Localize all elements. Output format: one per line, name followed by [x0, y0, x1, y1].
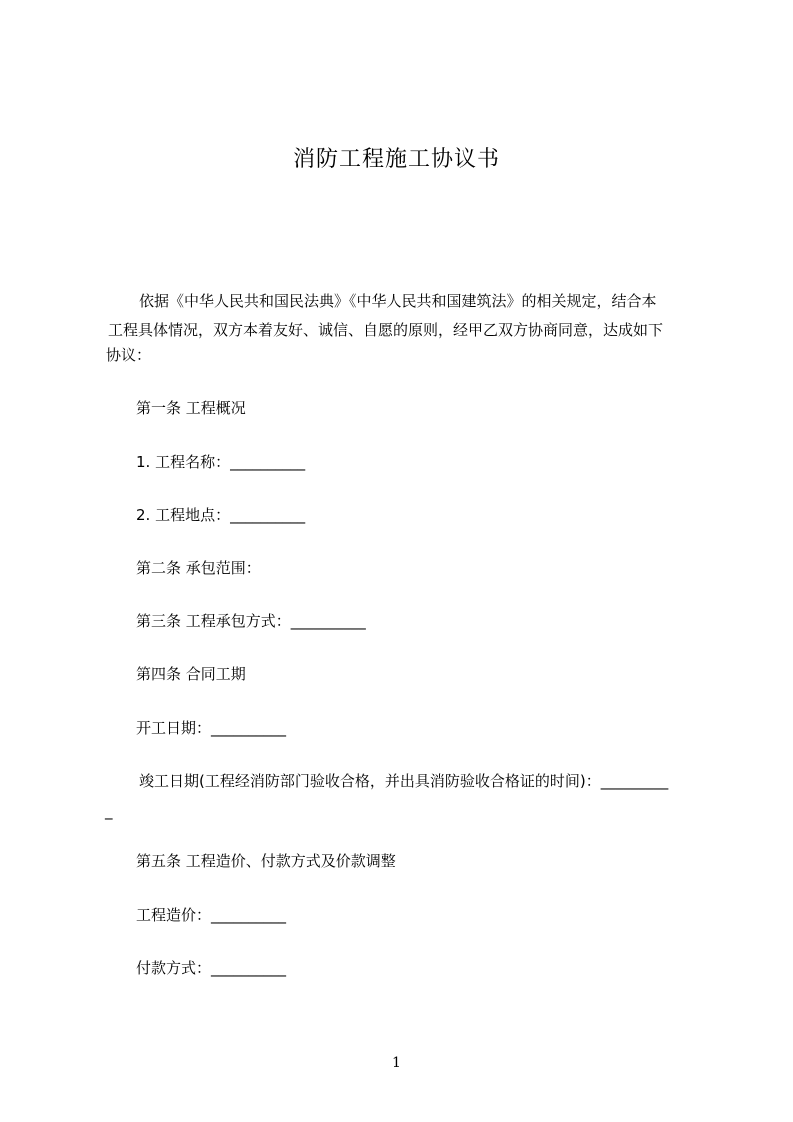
article-2-heading: 第二条 承包范围：: [136, 559, 261, 577]
completion-date-field-continuation: _: [105, 802, 113, 820]
intro-line-3: 协议：: [106, 346, 152, 364]
article-4-heading: 第四条 合同工期: [136, 665, 246, 683]
start-date-field: 开工日期：__________: [136, 719, 287, 737]
project-location-field: 2. 工程地点：__________: [136, 506, 306, 524]
intro-line-1: 依据《中华人民共和国民法典》《中华人民共和国建筑法》的相关规定，结合本: [139, 292, 657, 310]
project-name-field: 1. 工程名称：__________: [136, 453, 306, 471]
article-5-heading: 第五条 工程造价、付款方式及价款调整: [136, 852, 396, 870]
document-title: 消防工程施工协议书: [292, 147, 500, 172]
article-1-heading: 第一条 工程概况: [136, 399, 246, 417]
completion-date-field: 竣工日期(工程经消防部门验收合格，并出具消防验收合格证的时间)：_________: [139, 772, 669, 790]
page-number: 1: [392, 1055, 401, 1071]
payment-method-field: 付款方式：__________: [136, 959, 287, 977]
project-price-field: 工程造价：__________: [136, 906, 287, 924]
intro-line-2: 工程具体情况，双方本着友好、诚信、自愿的原则，经甲乙双方协商同意，达成如下: [108, 321, 664, 339]
article-3-heading: 第三条 工程承包方式：__________: [136, 612, 366, 630]
